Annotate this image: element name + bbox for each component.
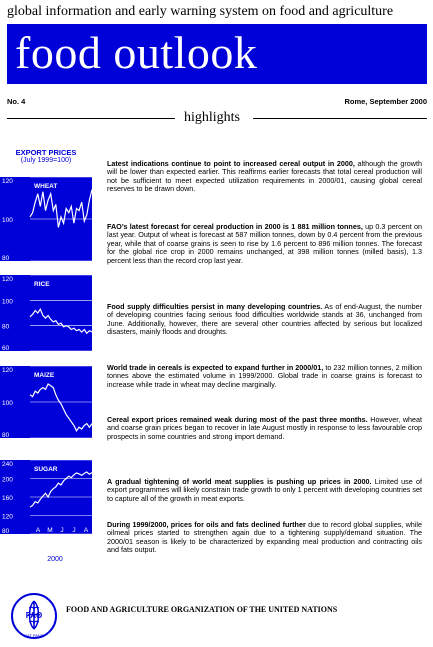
tick-label: 120 xyxy=(2,276,13,283)
year-label: 2000 xyxy=(47,556,63,563)
panel-title: RICE xyxy=(34,281,50,288)
panel-title: SUGAR xyxy=(34,466,58,473)
highlight-lead: Cereal export prices remained weak during most of the past three months. xyxy=(107,415,368,424)
highlight-body: Limited use of export programmes will likely constrain trade growth to only 1 percent with developing countries set to capture all of the growth in meat exports. xyxy=(107,477,422,503)
highlight-body: As of end-August, the number of developing countries facing serious food difficulties worldwide stands at 36, unchanged from June. Additionally, however, there are several other countries affected by serious but localized disasters, mainly floods and droughts. xyxy=(107,302,423,337)
highlight-paragraph xyxy=(107,478,422,503)
highlight-body: although the growth will be lower than expected earlier. This reaffirms earlier forecasts that total cereal production will not be sufficient to meet expected utilization requirements in 2000/01, causing global cereal reserves to be drawn down. xyxy=(107,159,422,194)
tick-label: 80 xyxy=(2,432,10,439)
tick-label: 240 xyxy=(2,461,13,468)
fao-logo-icon xyxy=(10,592,58,640)
highlight-paragraph xyxy=(107,160,422,194)
tick-label: 80 xyxy=(2,255,10,262)
month-label: A xyxy=(83,527,89,534)
highlight-lead: World trade in cereals is expected to expand further in 2000/01, xyxy=(107,363,324,372)
logo-text: FAO xyxy=(25,611,43,620)
month-label: J xyxy=(60,527,64,534)
axis-panel xyxy=(0,275,30,351)
month-label: M xyxy=(47,527,53,534)
export-prices-title: EXPORT PRICES xyxy=(15,148,77,157)
tagline: global information and early warning system on food and agriculture xyxy=(7,4,394,19)
highlight-paragraph xyxy=(107,303,422,337)
highlight-lead: FAO’s latest forecast for cereal production in 2000 is 1 881 million tonnes, xyxy=(107,222,363,231)
tick-label: 80 xyxy=(2,323,10,331)
tick-label: 120 xyxy=(2,367,13,374)
tick-label: 100 xyxy=(2,298,13,306)
highlight-paragraph xyxy=(107,521,422,555)
organization-name: FOOD AND AGRICULTURE ORGANIZATION OF THE UNITED NATIONS xyxy=(66,605,338,614)
title-banner xyxy=(7,24,427,84)
highlight-lead: A gradual tightening of world meat supplies is pushing up prices in 2000. xyxy=(107,477,372,486)
logo-motto: FIAT PANIS xyxy=(23,633,45,638)
highlight-body: due to record global supplies, while oilmeal prices started to strengthen again due to a tightening supply/demand situation. The 2000/01 season is likely to be characterized by expanding meal production and contracting oils and fats output. xyxy=(107,520,422,555)
tick-label: 100 xyxy=(2,400,13,407)
highlight-paragraph xyxy=(107,223,422,265)
dateline: Rome, September 2000 xyxy=(344,97,427,106)
tick-label: 60 xyxy=(2,345,10,352)
panel-title: MAIZE xyxy=(34,372,55,379)
panel-title: WHEAT xyxy=(34,183,58,190)
publication-title: food outlook xyxy=(15,27,258,78)
tick-label: 100 xyxy=(2,217,13,224)
divider-right xyxy=(253,118,427,119)
highlight-body: to 232 million tonnes, 2 million tonnes above the estimated volume in 1999/2000. Global trade in coarse grains is forecast to increase while trade in wheat may decline marginally. xyxy=(107,363,423,389)
month-label: A xyxy=(35,527,41,534)
highlight-paragraph xyxy=(107,364,422,389)
tick-label: 200 xyxy=(2,476,13,484)
highlight-lead: During 1999/2000, prices for oils and fats declined further xyxy=(107,520,306,529)
highlight-body: up 0.3 percent on last year. Output of wheat is forecast at 587 million tonnes, down by 0.4 percent from the previous year, while that of coarse grains is seen to rise by 1.6 percent to 896 million tonnes. The forecast for the global rice crop in 2000 remains unchanged, at 398 million tonnes (milled basis), 1.3 percent less than the record crop last year. xyxy=(107,222,422,265)
highlight-paragraph xyxy=(107,416,422,441)
tick-label: 80 xyxy=(2,528,10,535)
export-prices-subtitle: (July 1999=100) xyxy=(20,157,72,164)
tick-label: 160 xyxy=(2,495,13,502)
tick-label: 120 xyxy=(2,178,13,185)
export-price-charts xyxy=(0,172,100,558)
divider-left xyxy=(7,118,175,119)
highlight-lead: Latest indications continue to point to increased cereal output in 2000, xyxy=(107,159,355,168)
month-label: J xyxy=(72,527,76,534)
highlight-lead: Food supply difficulties persist in many developing countries. xyxy=(107,302,323,311)
tick-label: 120 xyxy=(2,513,13,521)
issue-number: No. 4 xyxy=(7,97,26,106)
section-heading: highlights xyxy=(184,110,241,125)
highlight-body: However, wheat and coarse grain prices began to recover in late August mostly in response to less favourable crop prospects in some countries and strong import demand. xyxy=(107,415,422,441)
